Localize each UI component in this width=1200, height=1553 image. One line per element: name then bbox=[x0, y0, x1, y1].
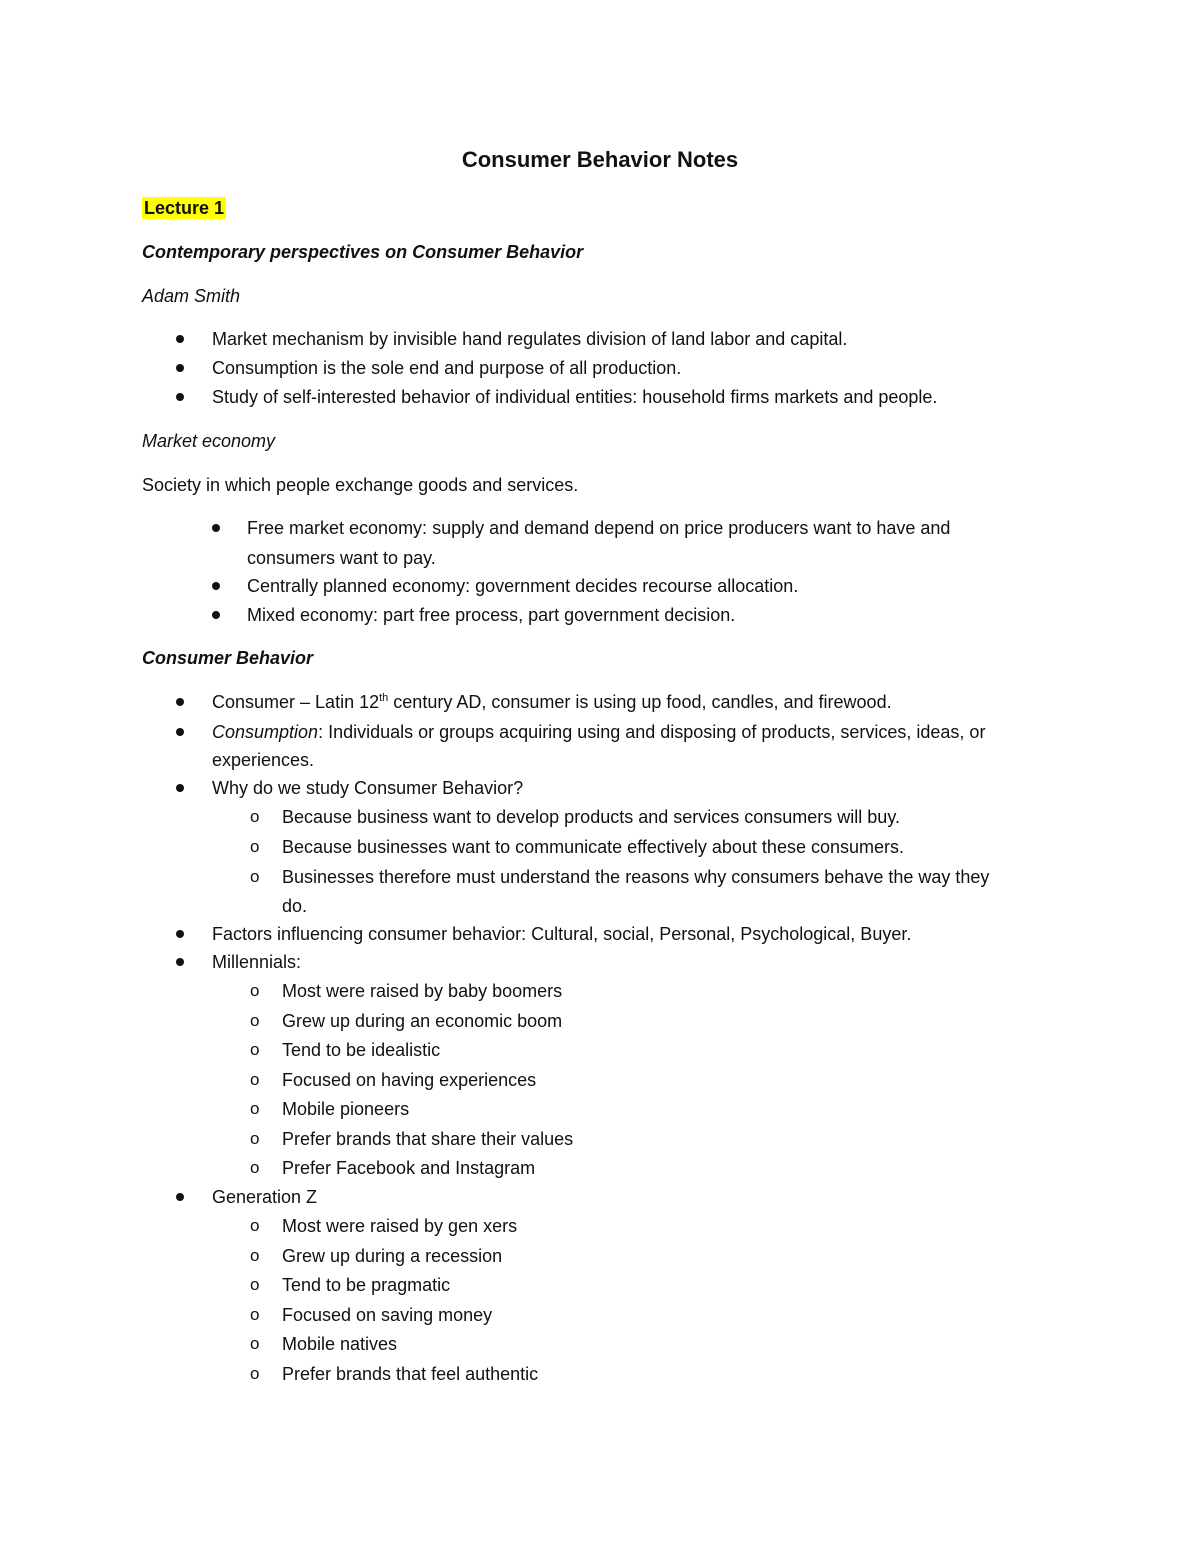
bullet-icon bbox=[176, 930, 184, 938]
market-bullet-central: Centrally planned economy: government decides recourse allocation. bbox=[247, 576, 799, 596]
adam-smith-bullet: Market mechanism by invisible hand regulates division of land labor and capital. bbox=[212, 329, 848, 349]
cb-why-sub: Businesses therefore must understand the reasons why consumers behave the way they bbox=[282, 867, 990, 887]
sub-bullet-icon: o bbox=[250, 807, 260, 826]
bullet-icon bbox=[212, 524, 220, 532]
genz-sub: Grew up during a recession bbox=[282, 1246, 503, 1266]
sub-bullet-icon: o bbox=[250, 1070, 260, 1089]
bullet-icon bbox=[176, 364, 184, 372]
cb-consumption-cont: experiences. bbox=[212, 750, 315, 770]
section-heading-contemporary: Contemporary perspectives on Consumer Behavior bbox=[142, 242, 584, 262]
document-title: Consumer Behavior Notes bbox=[461, 147, 739, 172]
cb-bullet-consumption bbox=[212, 718, 985, 746]
lecture-label-line bbox=[142, 194, 226, 222]
cb-consumer-sup: th bbox=[379, 692, 389, 704]
bullet-icon bbox=[176, 784, 184, 792]
cb-bullet-millennials: Millennials: bbox=[212, 952, 302, 972]
bullet-icon bbox=[176, 958, 184, 966]
heading-market-economy: Market economy bbox=[142, 431, 276, 451]
millennials-sub: Tend to be idealistic bbox=[282, 1040, 441, 1060]
bullet-icon bbox=[212, 611, 220, 619]
lecture-label: Lecture 1 bbox=[144, 198, 225, 218]
market-economy-text: Society in which people exchange goods and services. bbox=[142, 475, 579, 495]
bullet-icon bbox=[176, 393, 184, 401]
cb-bullet-factors: Factors influencing consumer behavior: Cultural, social, Personal, Psychological, Buyer. bbox=[212, 924, 912, 944]
cb-why-sub: Because business want to develop products and services consumers will buy. bbox=[282, 807, 900, 827]
sub-bullet-icon: o bbox=[250, 1246, 260, 1265]
sub-bullet-icon: o bbox=[250, 1216, 260, 1235]
heading-consumer-behavior: Consumer Behavior bbox=[142, 648, 314, 668]
sub-bullet-icon: o bbox=[250, 1305, 260, 1324]
bullet-icon bbox=[212, 582, 220, 590]
millennials-sub: Most were raised by baby boomers bbox=[282, 981, 563, 1001]
genz-sub: Focused on saving money bbox=[282, 1305, 493, 1325]
sub-bullet-icon: o bbox=[250, 1129, 260, 1148]
millennials-sub: Prefer Facebook and Instagram bbox=[282, 1158, 536, 1178]
sub-bullet-icon: o bbox=[250, 1040, 260, 1059]
millennials-sub: Prefer brands that share their values bbox=[282, 1129, 574, 1149]
sub-bullet-icon: o bbox=[250, 1334, 260, 1353]
millennials-sub: Focused on having experiences bbox=[282, 1070, 537, 1090]
cb-why-sub: Because businesses want to communicate effectively about these consumers. bbox=[282, 837, 905, 857]
sub-bullet-icon: o bbox=[250, 837, 260, 856]
market-bullet-free: Free market economy: supply and demand depend on price producers want to have and bbox=[247, 518, 951, 538]
cb-bullet-consumer bbox=[212, 688, 892, 716]
genz-sub: Mobile natives bbox=[282, 1334, 398, 1354]
sub-bullet-icon: o bbox=[250, 1011, 260, 1030]
adam-smith-bullet: Study of self-interested behavior of individual entities: household firms markets and people. bbox=[212, 387, 938, 407]
sub-bullet-icon: o bbox=[250, 981, 260, 1000]
bullet-icon bbox=[176, 1193, 184, 1201]
bullet-icon bbox=[176, 698, 184, 706]
adam-smith-bullet: Consumption is the sole end and purpose of all production. bbox=[212, 358, 682, 378]
cb-consumption-term: Consumption bbox=[212, 722, 319, 742]
sub-bullet-icon: o bbox=[250, 1364, 260, 1383]
genz-sub: Tend to be pragmatic bbox=[282, 1275, 451, 1295]
cb-bullet-why: Why do we study Consumer Behavior? bbox=[212, 778, 524, 798]
genz-sub: Most were raised by gen xers bbox=[282, 1216, 518, 1236]
cb-consumer-post: century AD, consumer is using up food, candles, and firewood. bbox=[388, 692, 892, 712]
cb-consumer-pre: Consumer – Latin 12 bbox=[212, 692, 380, 712]
sub-bullet-icon: o bbox=[250, 1158, 260, 1177]
heading-adam-smith: Adam Smith bbox=[142, 286, 241, 306]
bullet-icon bbox=[176, 335, 184, 343]
market-bullet-free-cont: consumers want to pay. bbox=[247, 548, 436, 568]
sub-bullet-icon: o bbox=[250, 867, 260, 886]
sub-bullet-icon: o bbox=[250, 1099, 260, 1118]
cb-bullet-genz: Generation Z bbox=[212, 1187, 318, 1207]
market-bullet-mixed: Mixed economy: part free process, part government decision. bbox=[247, 605, 736, 625]
cb-why-sub-cont: do. bbox=[282, 896, 308, 916]
sub-bullet-icon: o bbox=[250, 1275, 260, 1294]
genz-sub: Prefer brands that feel authentic bbox=[282, 1364, 539, 1384]
millennials-sub: Mobile pioneers bbox=[282, 1099, 410, 1119]
bullet-icon bbox=[176, 728, 184, 736]
millennials-sub: Grew up during an economic boom bbox=[282, 1011, 563, 1031]
cb-consumption-rest: : Individuals or groups acquiring using and disposing of products, services, ideas, or bbox=[318, 722, 986, 742]
